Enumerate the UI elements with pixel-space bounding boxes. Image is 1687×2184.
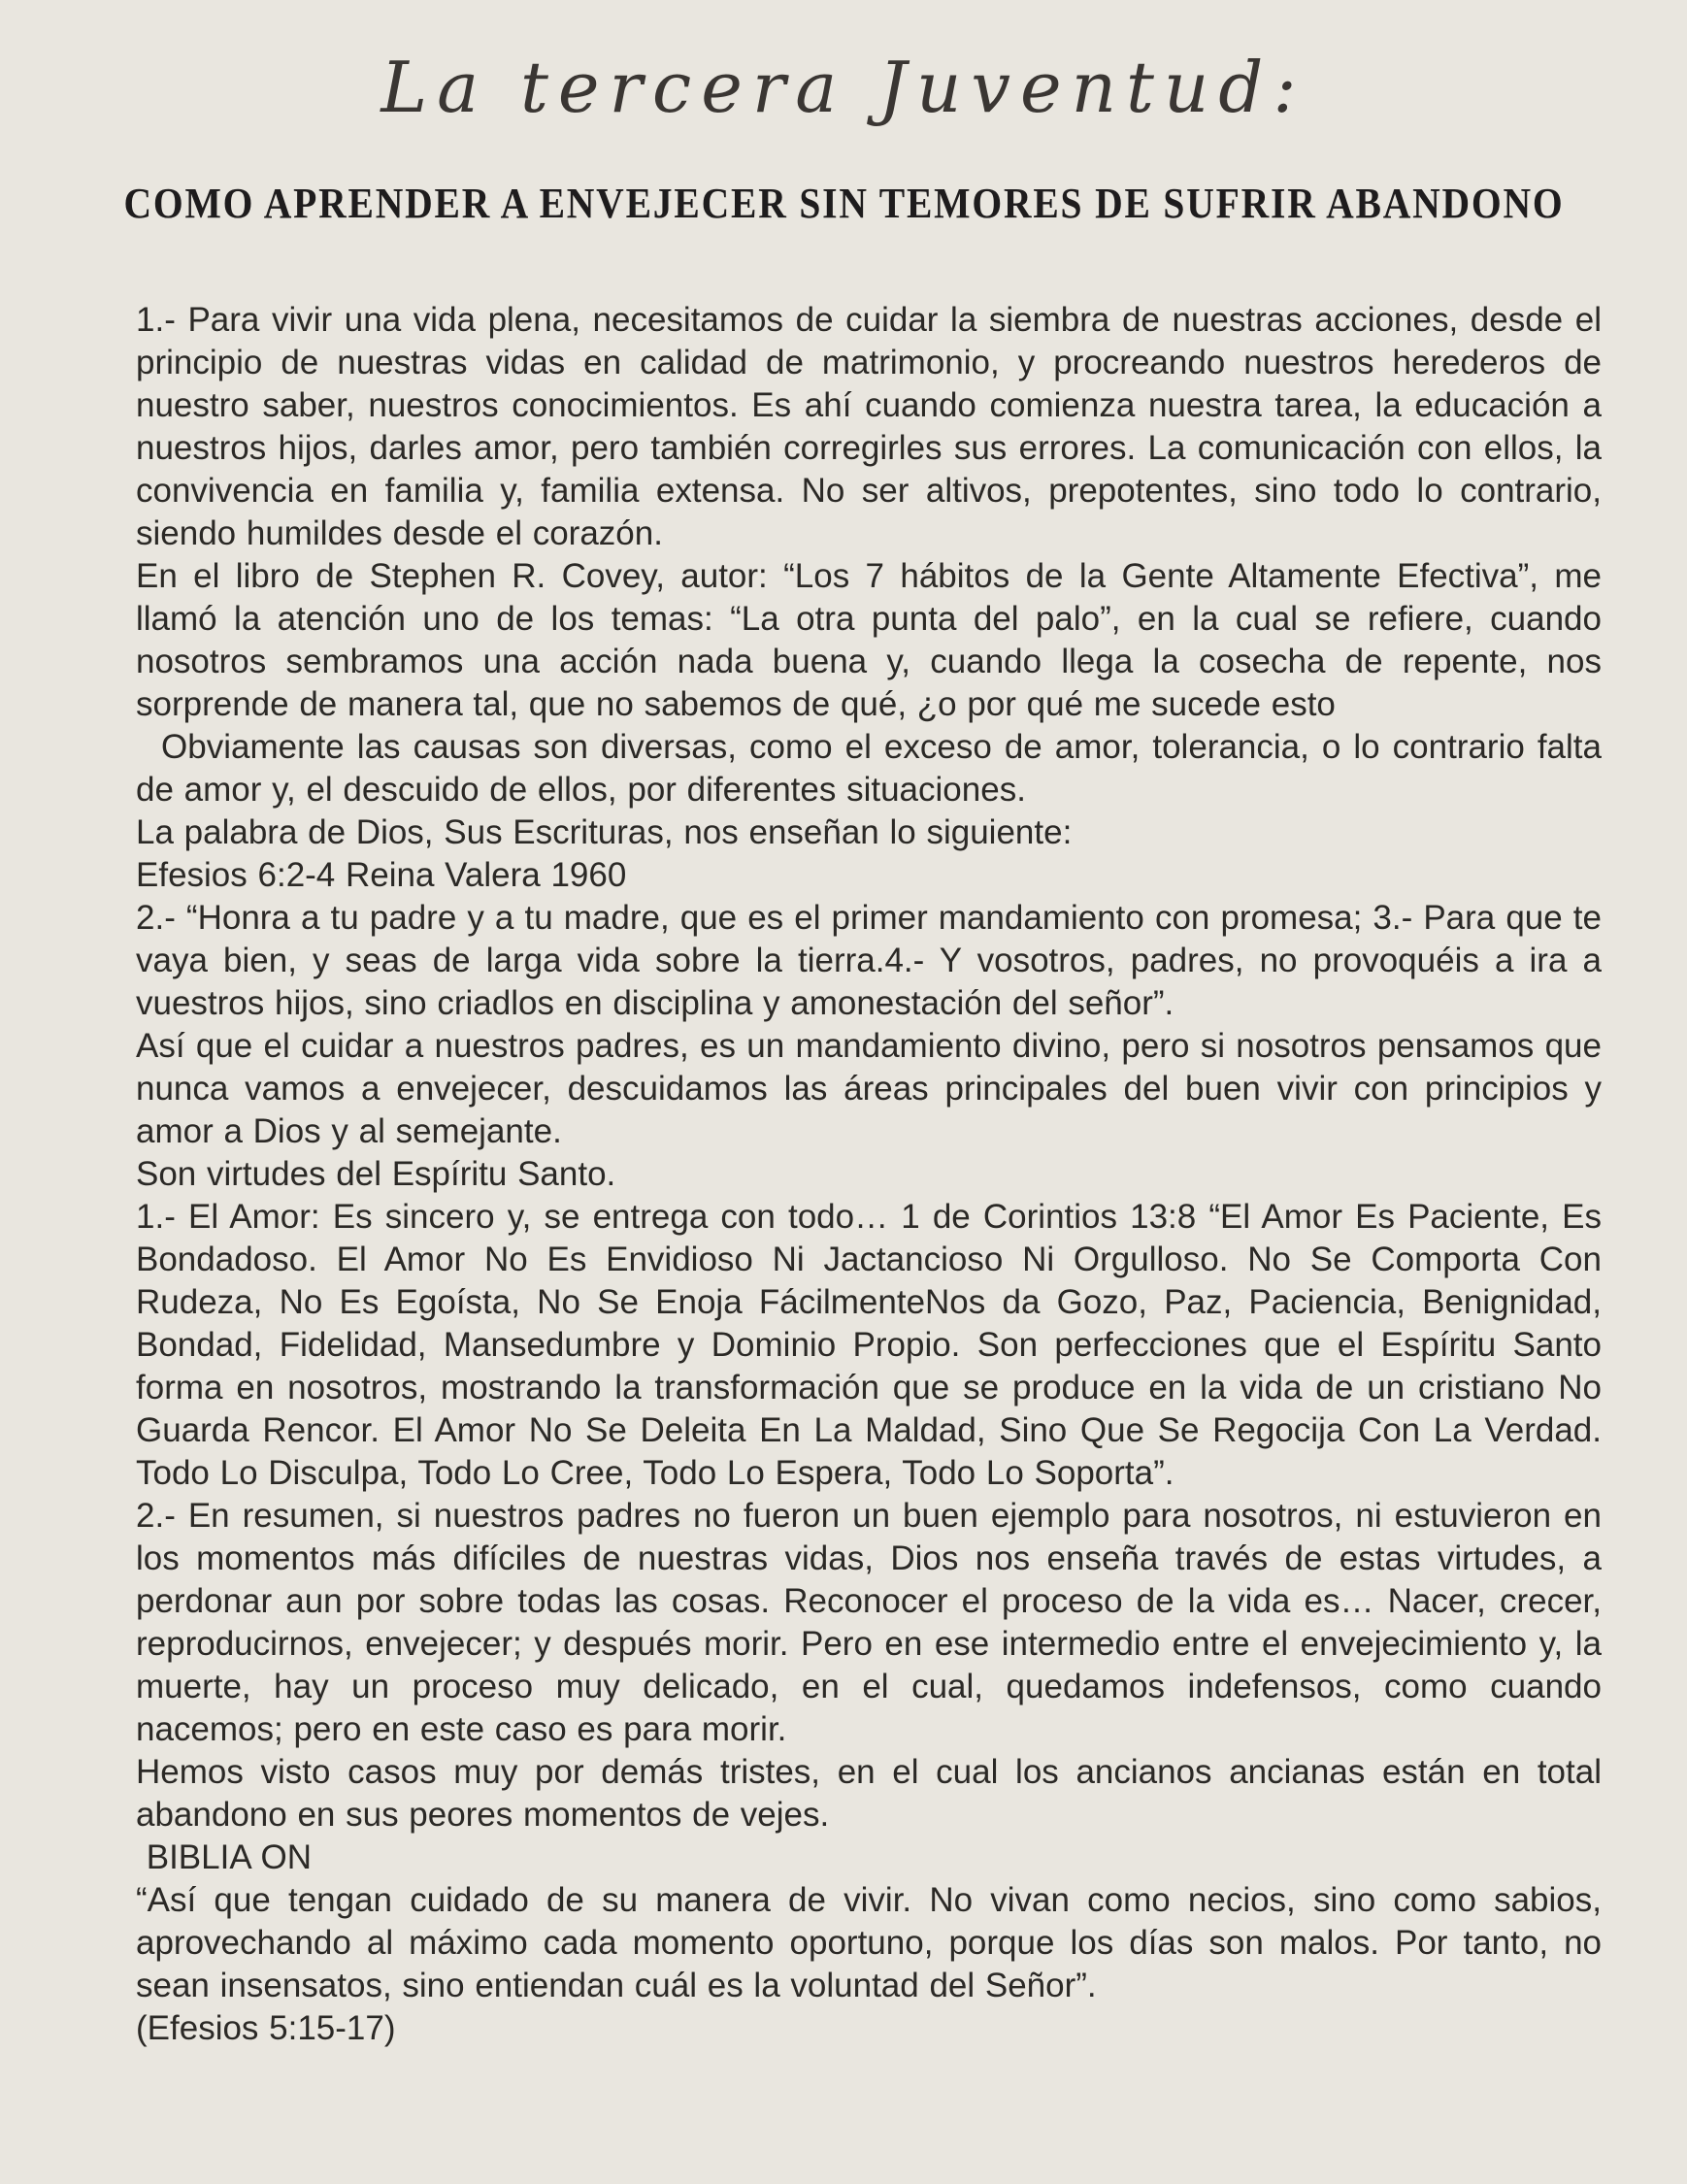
paragraph: 1.- El Amor: Es sincero y, se entrega con todo… 1 de Corintios 13:8 “El Amor Es Paciente, Es Bondadoso. El Amor No Es Envidioso Ni Jactancioso Ni Orgulloso. No Se Comporta Con Rudeza, No Es Egoísta, No Se Enoja FácilmenteNos da Gozo, Paz, Paciencia, Benignidad, Bondad, Fidelidad, Mansedumbre y Dominio Propio. Son perfecciones que el Espíritu Santo forma en nosotros, mostrando la transformación que se produce en la vida de un cristiano No Guarda Rencor. El Amor No Se Deleita En La Maldad, Sino Que Se Regocija Con La Verdad. Todo Lo Disculpa, Todo Lo Cree, Todo Lo Espera, Todo Lo Soporta”.	[136, 1198, 1602, 1492]
paragraph: 2.- En resumen, si nuestros padres no fueron un buen ejemplo para nosotros, ni estuvieron en los momentos más difíciles de nuestras vidas, Dios nos enseña través de estas virtudes, a perdonar aun por sobre todas las cosas. Reconocer el proceso de la vida es… Nacer, crecer, reproducirnos, envejecer; y después morir. Pero en ese intermedio entre el envejecimiento y, la muerte, hay un proceso muy delicado, en el cual, quedamos indefensos, como cuando nacemos; pero en este caso es para morir.	[136, 1497, 1602, 1748]
paragraph: BIBLIA ON	[136, 1838, 312, 1876]
paragraph: (Efesios 5:15-17)	[136, 2009, 396, 2047]
body-text	[136, 299, 1602, 2050]
paragraph: 1.- Para vivir una vida plena, necesitamos de cuidar la siembra de nuestras acciones, desde el principio de nuestras vidas en calidad de matrimonio, y procreando nuestros herederos de nuestro saber, nuestros conocimientos. Es ahí cuando comienza nuestra tarea, la educación a nuestros hijos, darles amor, pero también corregirles sus errores. La comunicación con ellos, la convivencia en familia y, familia extensa. No ser altivos, prepotentes, sino todo lo contrario, siendo humildes desde el corazón.	[136, 301, 1602, 552]
paragraph: Así que el cuidar a nuestros padres, es un mandamiento divino, pero si nosotros pensamos que nunca vamos a envejecer, descuidamos las áreas principales del buen vivir con principios y amor a Dios y al semejante.	[136, 1027, 1602, 1150]
paragraph: 2.- “Honra a tu padre y a tu madre, que es el primer mandamiento con promesa; 3.- Para que te vaya bien, y seas de larga vida sobre la tierra.4.- Y vosotros, padres, no provoquéis a ira a vuestros hijos, sino criadlos en disciplina y amonestación del señor”.	[136, 899, 1602, 1022]
page-subtitle	[0, 182, 1687, 225]
paragraph: Efesios 6:2-4 Reina Valera 1960	[136, 856, 627, 894]
paragraph: En el libro de Stephen R. Covey, autor: “Los 7 hábitos de la Gente Altamente Efectiva”, me llamó la atención uno de los temas: “La otra punta del palo”, en la cual se refiere, cuando nosotros sembramos una acción nada buena y, cuando llega la cosecha de repente, nos sorprende de manera tal, que no sabemos de qué, ¿o por qué me sucede esto	[136, 557, 1602, 723]
paragraph: Hemos visto casos muy por demás tristes, en el cual los ancianos ancianas están en total abandono en sus peores momentos de vejes.	[136, 1753, 1602, 1834]
paragraph: Obviamente las causas son diversas, como el exceso de amor, tolerancia, o lo contrario falta de amor y, el descuido de ellos, por diferentes situaciones.	[136, 728, 1602, 809]
page-title: La tercera Juventud:	[380, 47, 1307, 128]
paragraph: Son virtudes del Espíritu Santo.	[136, 1155, 616, 1193]
page-subtitle-text: COMO APRENDER A ENVEJECER SIN TEMORES DE SUFRIR ABANDONO	[122, 180, 1565, 227]
paragraph: “Así que tengan cuidado de su manera de vivir. No vivan como necios, sino como sabios, aprovechando al máximo cada momento oportuno, porque los días son malos. Por tanto, no sean insensatos, sino entiendan cuál es la voluntad del Señor”.	[136, 1881, 1602, 2004]
paragraph: La palabra de Dios, Sus Escrituras, nos enseñan lo siguiente:	[136, 813, 1073, 851]
